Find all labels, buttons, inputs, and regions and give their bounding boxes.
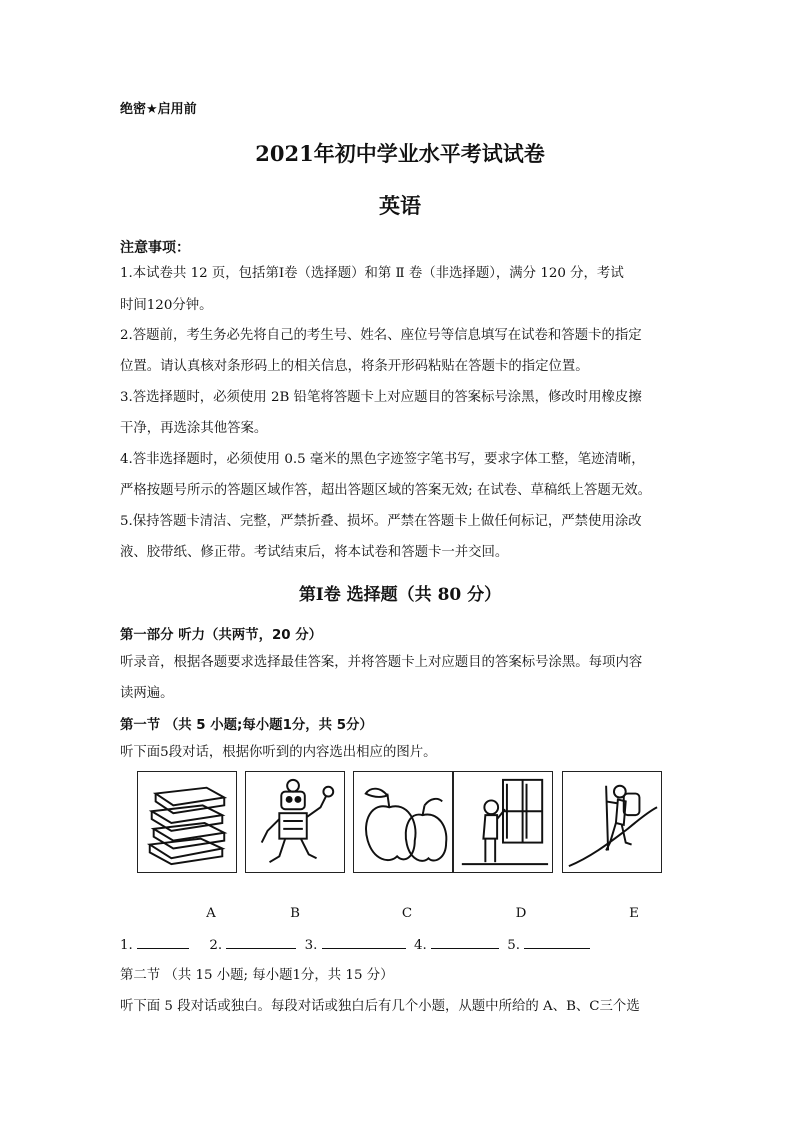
picture-label-c: C <box>401 906 413 921</box>
picture-b <box>245 771 345 873</box>
exam-title: 2021年初中学业水平考试试卷 <box>255 141 545 166</box>
notice-heading: 注意事项： <box>120 240 190 256</box>
answer-blanks <box>120 935 594 953</box>
notice-line: 干净，再选涂其他答案。 <box>120 421 268 436</box>
sub2-instruction: 听下面 5 段对话或独白。每段对话或独白后有几个小题，从题中所给的 A、B、C三个选 <box>120 999 640 1014</box>
part1-heading: 第一部分 听力（共两节，20 分） <box>120 628 323 643</box>
subject-title: 英语 <box>379 193 421 218</box>
notice-line: 时间120分钟。 <box>120 298 213 313</box>
sub1-heading: 第一节 （共 5 小题;每小题1分，共 5分） <box>120 718 373 733</box>
hiker-icon <box>563 772 661 872</box>
books-icon <box>138 772 236 872</box>
part1-line: 读两遍。 <box>120 686 174 701</box>
notice-line: 液、胶带纸、修正带。考试结束后，将本试卷和答题卡一并交回。 <box>120 545 509 560</box>
notice-line: 4.答非选择题时，必须使用 0.5 毫米的黑色字迹签字笔书写，要求字体工整，笔迹清晰， <box>120 452 645 467</box>
notice-line: 2.答题前，考生务必先将自己的考生号、姓名、座位号等信息填写在试卷和答题卡的指定 <box>120 328 642 343</box>
answer-label: 2. <box>209 938 223 953</box>
answer-blank[interactable] <box>226 935 296 949</box>
part1-line: 听录音，根据各题要求选择最佳答案，并将答题卡上对应题目的答案标号涂黑。每项内容 <box>120 655 643 670</box>
answer-blank[interactable] <box>524 935 590 949</box>
notice-line: 5.保持答题卡清洁、完整，严禁折叠、损坏。严禁在答题卡上做任何标记，严禁使用涂改 <box>120 514 642 529</box>
notice-line: 严格按题号所示的答题区域作答，超出答题区域的答案无效; 在试卷、草稿纸上答题无效。 <box>120 483 651 498</box>
answer-blank[interactable] <box>322 935 406 949</box>
sub1-instruction: 听下面5段对话，根据你听到的内容选出相应的图片。 <box>120 745 437 760</box>
picture-label-d: D <box>515 906 527 921</box>
boy-window-icon <box>454 772 552 872</box>
picture-d <box>453 771 553 873</box>
answer-label: 1. <box>120 938 133 953</box>
picture-label-e: E <box>629 906 639 921</box>
picture-label-b: B <box>290 906 300 921</box>
answer-blank[interactable] <box>431 935 499 949</box>
notice-line: 3.答选择题时，必须使用 2B 铅笔将答题卡上对应题目的答案标号涂黑，修改时用橡皮擦 <box>120 390 642 405</box>
sub2-heading: 第二节 （共 15 小题; 每小题1分，共 15 分） <box>120 968 394 983</box>
robot-icon <box>246 772 344 872</box>
answer-label: 3. <box>304 938 318 953</box>
picture-label-a: A <box>206 906 216 921</box>
section-title: 第Ⅰ卷 选择题（共 80 分） <box>298 585 502 605</box>
picture-c <box>353 771 453 873</box>
answer-label: 4. <box>413 938 427 953</box>
picture-a <box>137 771 237 873</box>
picture-e <box>562 771 662 873</box>
notice-line: 1.本试卷共 12 页，包括第Ⅰ卷（选择题）和第 Ⅱ 卷（非选择题），满分 120 分，考试 <box>120 266 624 281</box>
apples-icon <box>354 772 452 872</box>
notice-line: 位置。请认真核对条形码上的相关信息，将条开形码粘贴在答题卡的指定位置。 <box>120 359 589 374</box>
secret-mark: 绝密★启用前 <box>120 102 197 117</box>
answer-blank[interactable] <box>137 935 189 949</box>
answer-label: 5. <box>507 938 521 953</box>
